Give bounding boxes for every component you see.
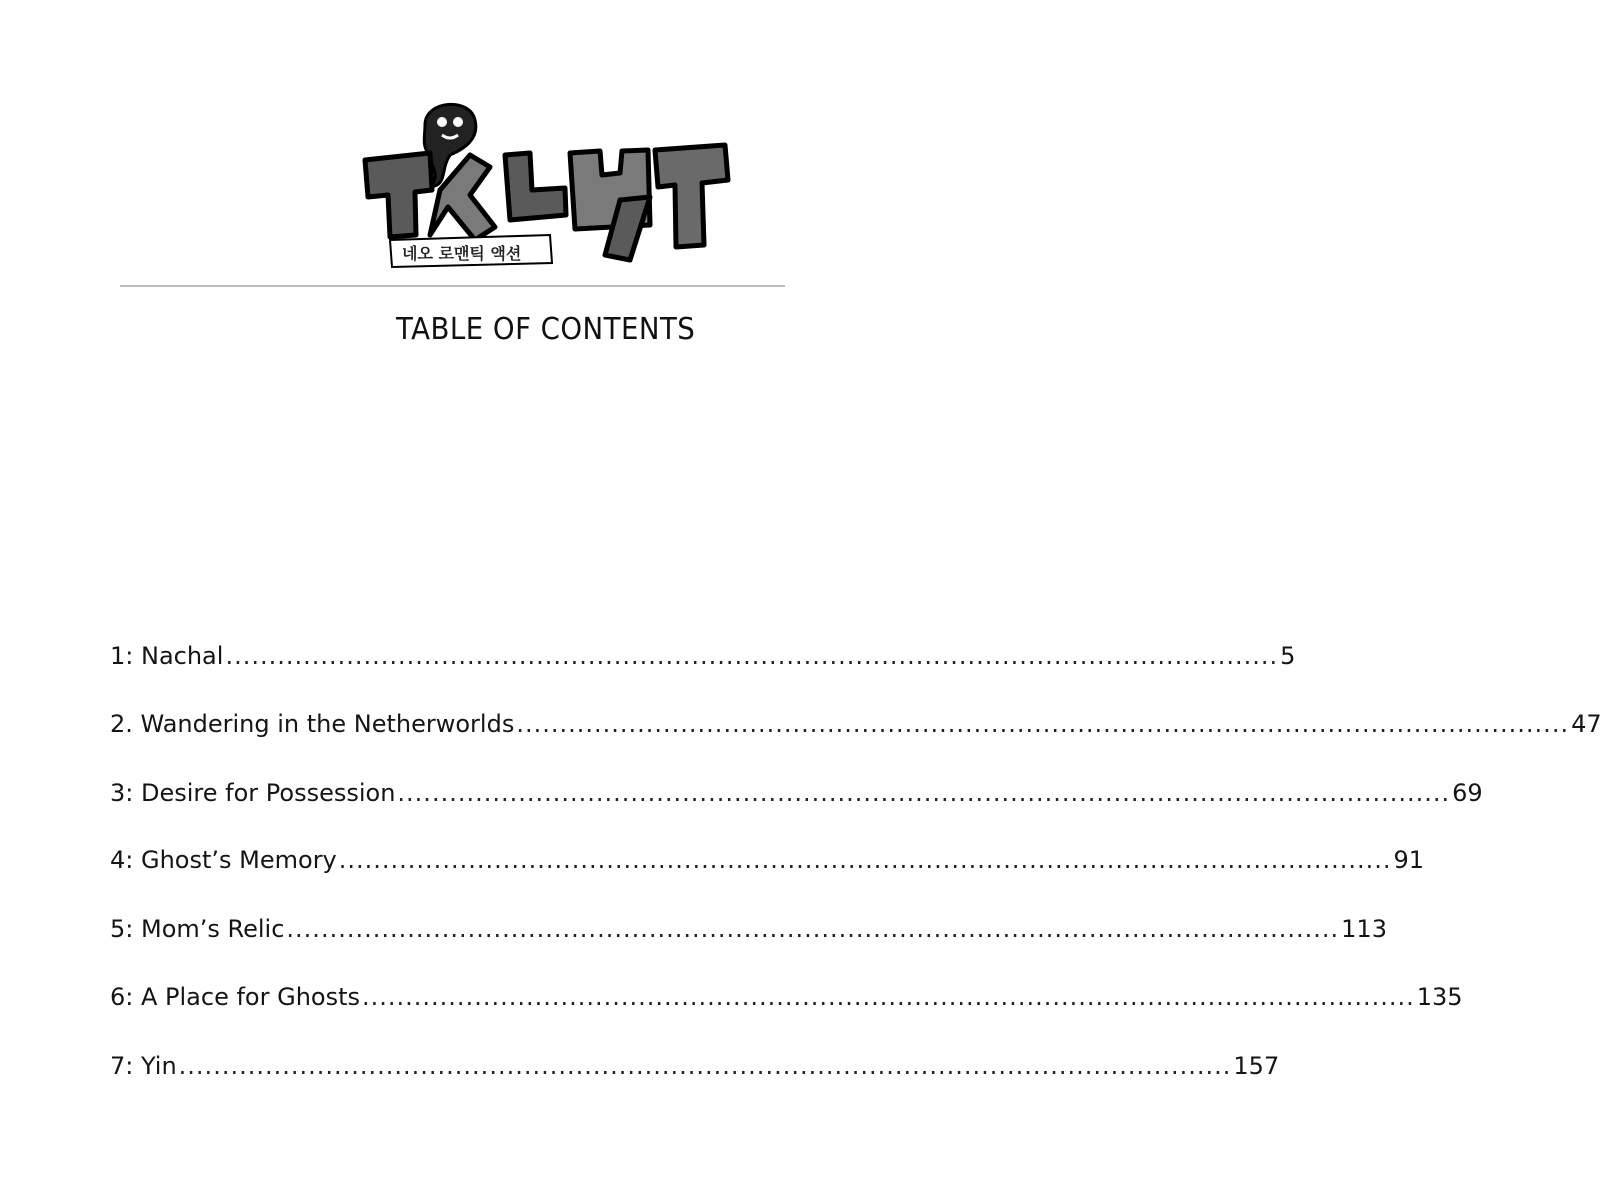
- toc-entry: [110, 710, 1602, 750]
- toc-leader-dots: ..........................................................................................................................: [225, 642, 1279, 670]
- toc-entry-page: 47: [1571, 710, 1602, 738]
- toc-entry-label: 1: Nachal: [110, 642, 224, 670]
- toc-entry-label: 7: Yin: [110, 1052, 177, 1080]
- toc-entry: [110, 915, 1387, 955]
- toc-leader-dots: ..........................................................................................................................: [338, 846, 1392, 874]
- toc-entry-page: 91: [1393, 846, 1425, 874]
- toc-entry: [110, 983, 1463, 1023]
- toc-leader-dots: ..........................................................................................................................: [178, 1052, 1232, 1080]
- toc-entry: [110, 642, 1296, 682]
- toc-entry-label: 6: A Place for Ghosts: [110, 983, 361, 1011]
- toc-entry-page: 135: [1416, 983, 1463, 1011]
- toc-leader-dots: ..........................................................................................................................: [516, 710, 1570, 738]
- toc-title: TABLE OF CONTENTS: [396, 312, 696, 347]
- svg-text:네오 로맨틱 액션: 네오 로맨틱 액션: [402, 244, 522, 263]
- toc-entry-label: 4: Ghost’s Memory: [110, 846, 337, 874]
- toc-entry-page: 157: [1233, 1052, 1280, 1080]
- toc-entry: [110, 1052, 1280, 1092]
- toc-entry-page: 69: [1452, 779, 1483, 807]
- toc-entry-page: 113: [1341, 915, 1387, 943]
- toc-entry-page: 5: [1280, 642, 1296, 670]
- logo-subtitle: [390, 235, 552, 267]
- logo-artwork: [330, 95, 750, 285]
- toc-leader-dots: ..........................................................................................................................: [397, 779, 1451, 807]
- toc-entry: [110, 779, 1483, 819]
- toc-leader-dots: ..........................................................................................................................: [362, 983, 1415, 1011]
- toc-entry-label: 5: Mom’s Relic: [110, 915, 285, 943]
- series-logo: [330, 95, 750, 285]
- toc-entry-label: 3: Desire for Possession: [110, 779, 396, 807]
- header-divider: [120, 285, 785, 287]
- toc-leader-dots: ..........................................................................................................................: [286, 915, 1340, 943]
- toc-entry: [110, 846, 1425, 886]
- toc-entry-label: 2. Wandering in the Netherworlds: [110, 710, 515, 738]
